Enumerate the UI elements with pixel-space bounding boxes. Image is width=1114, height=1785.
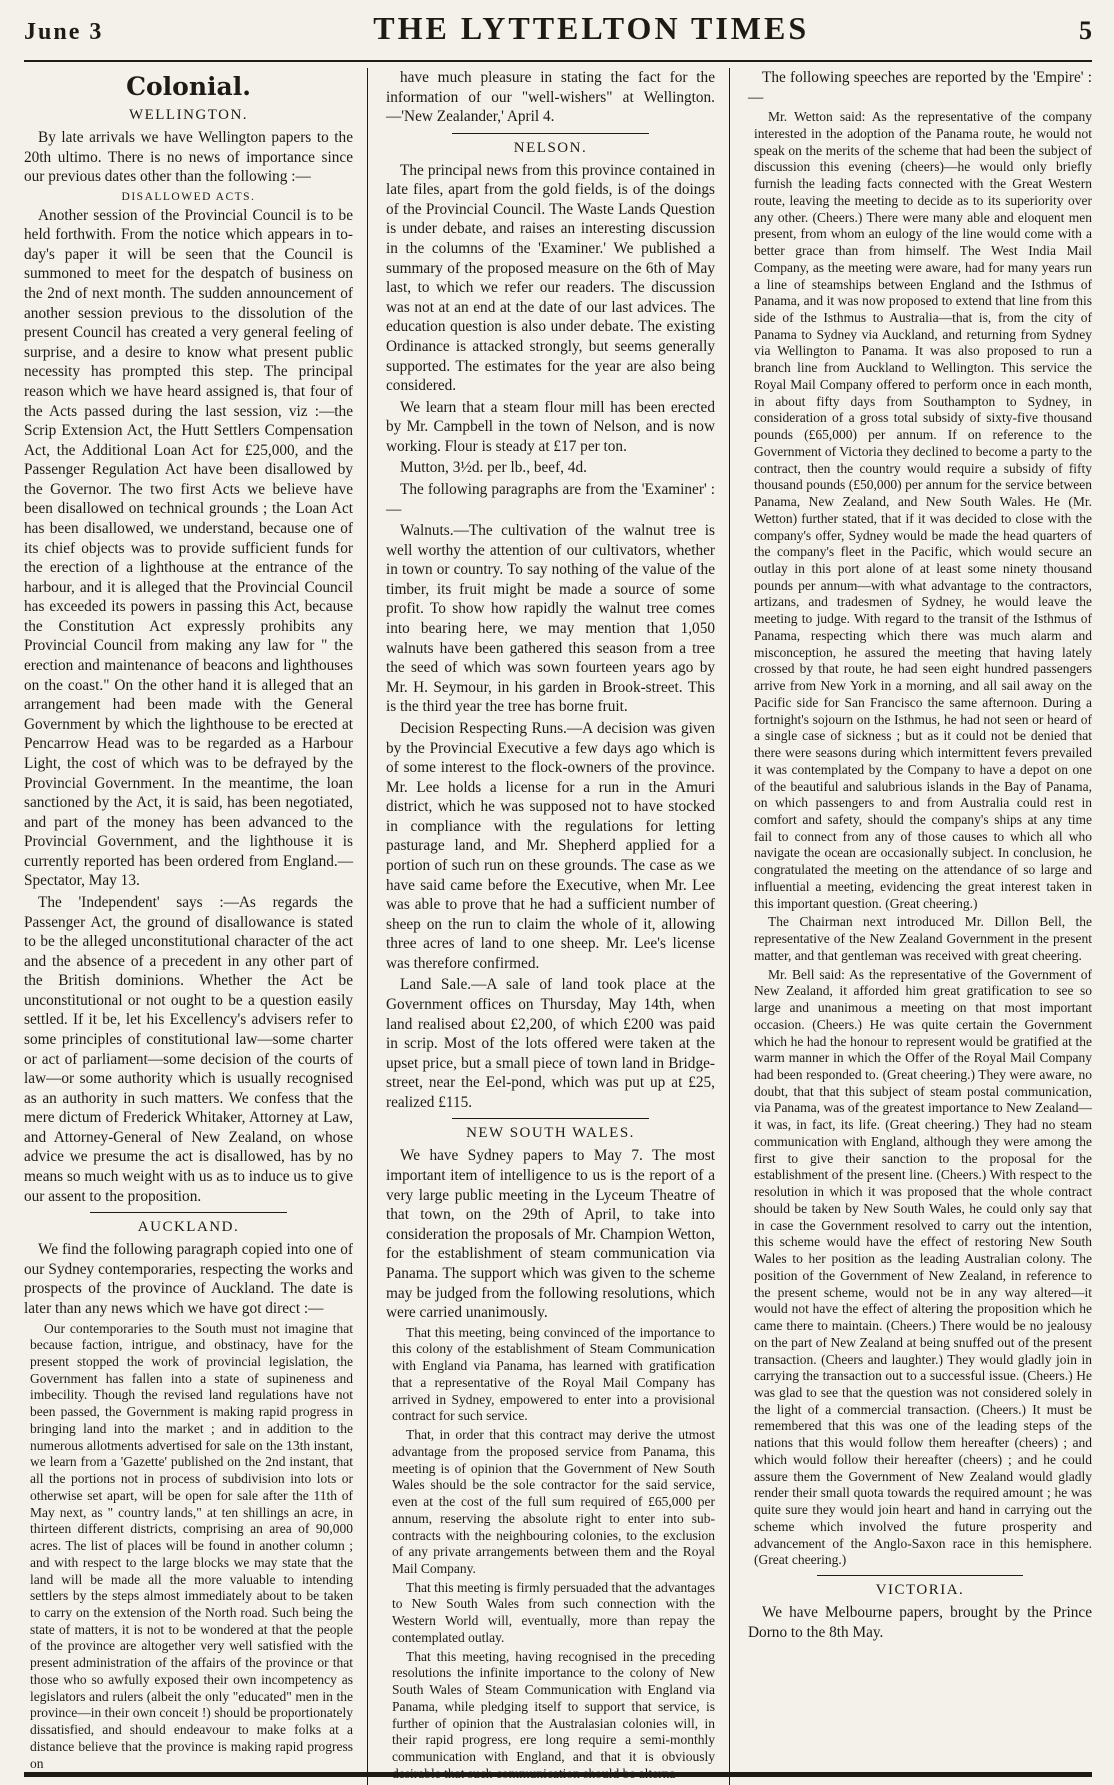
article-paragraph: The following paragraphs are from the 'Examiner' :—: [386, 480, 715, 518]
column-1: [24, 68, 368, 1785]
column-3: [748, 68, 1092, 1785]
article-paragraph: Mutton, 3½d. per lb., beef, 4d.: [400, 459, 587, 477]
masthead-rule: [24, 60, 1092, 62]
quoted-paragraph: Our contemporaries to the South must not imagine that because faction, intrigue, and obstinacy, have for the present stopped the work of provincial legislation, the Government has fallen into a state of supineness and imbecility. Though the revised land regulations have not been passed, the Government is making rapid progress in bringing land into the market ; and in addition to the numerous allotments advertised for sale on the 13th instant, we learn from a 'Gazette' published on the 2nd instant, that all the portions not in process of subdivision into lots or otherwise set apart, will be open for sale after the 11th of May next, as " country lands," at ten shillings an acre, in thirteen different districts, comprising an area of 90,000 acres. The list of places will be found in another column ; and with respect to the large blocks we may state that the land will be made all the more valuable to intending settlers by the steps almost immediately about to be taken to carry on the extension of the North road. Such being the state of matters, it is not to be wondered at that the people of the province are altogether very well satisfied with the present administration of the affairs of the province or that those who so awfully exposed their own incompetency as legislators and rulers (albeit the only "educated" men in the province—in their own conceit !) should be proportionately dissatisfied, and should endeavour to make folks at a distance believe that the province is making rapid progress on: [30, 1320, 353, 1771]
article-paragraph: We find the following paragraph copied into one of our Sydney contemporaries, respecting the works and prospects of the province of Auckland. The date is later than any news which we have got direct :—: [24, 1241, 353, 1317]
section-title-colonial: Colonial.: [126, 72, 251, 101]
article-paragraph: have much pleasure in stating the fact for the information of our "well-wishers" at Wellington.—'New Zealander,' April 4.: [386, 69, 715, 126]
newspaper-title: THE LYTTELTON TIMES: [373, 10, 810, 46]
heading-nelson: NELSON.: [452, 133, 649, 157]
article-paragraph: Walnuts.—The cultivation of the walnut tree is well worthy the attention of our cultivators, whether in town or country. To say nothing of the value of the timber, its fruit might be made a source of some profit. To show how rapidly the walnut tree comes into bearing here, we may mention that 1,050 walnuts have been gathered this season from a tree the seed of which was sown fourteen years ago by Mr. H. Seymour, in his garden in Brook-street. This is the third year the tree has borne fruit.: [386, 522, 715, 716]
page-number: 5: [1079, 16, 1092, 45]
resolution-paragraph: That this meeting is firmly persuaded that the advantages to New South Wales from such connection with the Western World will, eventually, more than repay the contemplated outlay.: [392, 1579, 715, 1645]
columns: [24, 68, 1092, 1781]
article-paragraph: The principal news from this province contained in late files, apart from the gold fields, is of the doings of the Provincial Council. The Waste Lands Question is under debate, and raises an interesting discussion in the columns of the 'Examiner.' We published a summary of the proposed measure on the 6th of May last, to which we refer our readers. The discussion was not at an end at the date of our last advices. The education question is also under debate. The existing Ordinance is attacked strongly, but seems generally supported. The estimates for the year are also being considered.: [386, 161, 715, 395]
article-paragraph: The 'Independent' says :—As regards the Passenger Act, the ground of disallowance is stated to be the alleged unconstitutional character of the act and the absence of a precedent in any other part of the British dominions. Whether the Act be unconstitutional or not ought to be a question easily settled. If it be, let his Excellency's advisers refer to some principles of constitutional law—some charter or act of parliament—some decision of the courts of law—or some authority which is usually recognised as an authority in such matters. We confess that the mere dictum of Frederick Whitaker, Attorney at Law, and Attorney-General of New Zealand, on whose advice we presume the act is disallowed, has by no means so much weight with us as to induce us to give our assent to the proposition.: [24, 893, 353, 1205]
resolution-paragraph: That, in order that this contract may derive the utmost advantage from the proposed service from Panama, this meeting is of opinion that the Government of New South Wales should be the sole contractor for the said service, even at the cost of the full sum required of £65,000 per annum, reserving the absolute right to enter into sub-contracts with the neighbouring colonies, to the exclusion of any private arrangements between them and the Royal Mail Company.: [392, 1427, 715, 1576]
bottom-rule: [24, 1772, 1092, 1777]
article-paragraph: Land Sale.—A sale of land took place at the Government offices on Thursday, May 14th, when land realised about £2,200, of which £200 was paid in scrip. Most of the lots offered were taken at the upset price, but a small piece of town land in Bridge-street, near the Eel-pond, which was put up at £25, realized £115.: [386, 976, 715, 1111]
heading-auckland: AUCKLAND.: [90, 1212, 287, 1236]
heading-new-south-wales: NEW SOUTH WALES.: [452, 1118, 649, 1142]
speech-paragraph: Mr. Wetton said: As the representative of the company interested in the adoption of the Panama route, he would not speak on the merits of the scheme that had been the subject of discussion this evening (cheers)—he would only briefly furnish the leading facts connected with the Great Western route, leaving the meeting to decide as to its superiority over any other. (Cheers.) There were many able and eloquent men present, from whom an eulogy of the line would come with a better grace than from himself. The West India Mail Company, as the meeting were aware, had for many years run a line of steamships between England and the Isthmus of Panama, and it was now proposed to extend that line from this side of the Isthmus to Australia—that is, from the city of Panama to Sydney via Auckland, and returning from Sydney via Wellington to Panama. It was also proposed to run a branch line from Auckland to Wellington. This service the Royal Mail Company offered to perform once in each month, in about fifty days from Southampton to Sydney, in consideration of a gross total subsidy of sixty-five thousand pounds (£65,000) per annum. If on reference to the Government of Victoria they declined to become a party to the contract, then the country would require a subsidy of fifty thousand pounds (£50,000) per annum for the service between Panama, New Zealand, and New South Wales. He (Mr. Wetton) further stated, that if it was decided to close with the company's offer, Sydney would be made the head quarters of the company's fleet in the Pacific, which would secure an outlay in this port alone of at least some ninety thousand pounds per annum—with what advantage to the contractors, artizans, and tradesmen of Sydney, he would leave the meeting to judge. With regard to the transit of the Isthmus of Panama, respecting which there was much alarm and misconception, he assured the meeting that having lately crossed by that route, he had seen eight hundred passengers arrive from New York in a morning, and all sail away on the Pacific side for San Francisco the same afternoon. During a fortnight's sojourn on the Isthmus, he had not seen or heard of a single case of sickness ; but as it could not be denied that there were seasons during which intermittent fevers prevailed it was contemplated by the Company to have a depot on one of the beautiful and salubrious islands in the Bay of Panama, on which passengers to and from Australia could rest in comfort and safety, should the company's ships at any time fail to connect from any of those causes to which all who navigate the ocean are occasionally subject. In conclusion, he congratulated the meeting on the attendance of so large and influential a meeting, evidencing the great interest taken in this important question. (Great cheering.): [754, 109, 1092, 911]
article-paragraph: We have Sydney papers to May 7. The most important item of intelligence to us is the report of a very large public meeting in the Lyceum Theatre of that town, on the 29th of April, to take into consideration the proposals of Mr. Champion Wetton, for the establishment of steam communication via Panama. The support which was given to the scheme may be judged from the following resolutions, which were carried unanimously.: [386, 1147, 715, 1322]
speech-paragraph: The Chairman next introduced Mr. Dillon Bell, the representative of the New Zealand Government in the present matter, and that gentleman was received with great cheering.: [754, 914, 1092, 963]
column-2: [386, 68, 730, 1785]
heading-victoria: VICTORIA.: [817, 1575, 1023, 1599]
resolution-paragraph: That this meeting, being convinced of the importance to this colony of the establishment of Steam Communication with England via Panama, has learned with gratification that a representative of the Royal Mail Company has arrived in Sydney, empowered to enter into a provisional contract for such service.: [392, 1324, 715, 1424]
issue-date: June 3: [24, 19, 104, 45]
masthead: [24, 10, 1092, 58]
heading-wellington: WELLINGTON.: [128, 107, 249, 123]
resolution-paragraph: That this meeting, having recognised in the preceding resolutions the infinite importance to the colony of New South Wales of Steam Communication with England via Panama, while pledging itself to support that service, is further of opinion that the Australasian colonies will, in their rapid progress, ere long require a semi-monthly communication with England, and that it is obviously desirable that such communication should be alterna-: [392, 1648, 715, 1781]
article-paragraph: Another session of the Provincial Council is to be held forthwith. From the notice which appears in to-day's paper it will be seen that the Council is summoned to meet for the despatch of business on the 2nd of next month. The sudden announcement of another session previous to the dissolution of the present Council has created a very general feeling of surprise, and a desire to know what present public necessity has prompted this step. The principal reason which we have heard assigned is, that four of the Acts passed during the last session, viz :—the Scrip Extension Act, the Hutt Settlers Compensation Act, the Additional Loan Act for £25,000, and the Passenger Regulation Act have been disallowed by the Governor. The two first Acts we believe have been disallowed on technical grounds ; the Loan Act has been disallowed, we understand, because one of its chief objects was to provide sufficient funds for the erection of a lighthouse at the entrance of the harbour, and it is alleged that the Provincial Council has exceeded its powers in passing this Act, because the Constitution Act expressly prohibits any Provincial Council from making any law for " the erection and maintenance of beacons and lighthouses on the coast." On the other hand it is alleged that an arrangement had been made with the General Government by which the lighthouse to be erected at Pencarrow Head was to be regarded as a Harbour Light, the cost of which was to be defrayed by the Provincial Government. In the meantime, the loan sanctioned by the Act, it is said, has been negotiated, and part of the money has been advanced to the Provincial Government, and the lighthouse it is currently reported has been ordered from England.—Spectator, May 13.: [24, 206, 353, 890]
article-paragraph: We have Melbourne papers, brought by the Prince Dorno to the 8th May.: [748, 1604, 1092, 1641]
subheading-disallowed-acts: DISALLOWED ACTS.: [121, 190, 256, 203]
article-paragraph: We learn that a steam flour mill has been erected by Mr. Campbell in the town of Nelson, and is now working. Flour is steady at £17 per ton.: [386, 398, 715, 455]
article-paragraph: The following speeches are reported by the 'Empire' :—: [748, 69, 1092, 106]
article-paragraph: By late arrivals we have Wellington papers to the 20th ultimo. There is no news of importance since our previous dates other than the following :—: [24, 129, 353, 186]
speech-paragraph: Mr. Bell said: As the representative of the Government of New Zealand, it afforded him great gratification to see so large and unanimous a meeting on that most important occasion. (Cheers.) He was quite certain the Government which he had the honour to represent would be gratified at the warm manner in which the Offer of the Royal Mail Company had been responded to. (Great cheering.) They were aware, no doubt, that that this subject of steam postal communication, via Panama, was of the greatest importance to New Zealand—it was, in fact, its life. (Great cheering.) They had no steam communication with England, although they were among the first to give their sanction to the proposal for the establishment of the present line. (Cheers.) With respect to the resolution in which it was proposed that the whole contract should be taken by New South Wales, he could only say that in case the Government resolved to carry out the intention, this scheme would have the effect of restoring New South Wales to her position as the leading Australian colony. The position of the Government of New Zealand, in reference to the present scheme, would not be in any way altered—it would not have the effect of altering the proposition which he came there to maintain. (Cheers.) There would be no jealousy on the part of New Zealand at being snuffed out of the present transaction. (Cheers and laughter.) They would gladly join in carrying the transaction out to a successful issue. (Cheers.) He was glad to see that the question was not considered solely in the light of a commercial transaction. (Cheers.) It must be remembered that this was one of the leading steps of the nations that this would follow them hereafter (cheers) ; and which would follow their hereafter (cheers) ; and he could assure them the Government of New Zealand would gladly render their small quota towards the required amount ; he was quite sure they would join heart and hand in carrying out the scheme which involved the future prosperity and advancement of the Anglo-Saxon race in this hemisphere. (Great cheering.): [754, 966, 1092, 1568]
article-paragraph: Decision Respecting Runs.—A decision was given by the Provincial Executive a few days ago which is of some interest to the flock-owners of the province. Mr. Lee holds a license for a run in the Amuri district, which he was supposed not to have stocked in compliance with the regulations for letting pasturage land, and Mr. Shepherd applied for a portion of such run on these grounds. The case as we have said came before the Executive, when Mr. Lee was able to prove that he had a sufficient number of sheep on the run to claim the whole of it, allowing three acres of land to one sheep. Mr. Lee's license was therefore confirmed.: [386, 719, 715, 972]
